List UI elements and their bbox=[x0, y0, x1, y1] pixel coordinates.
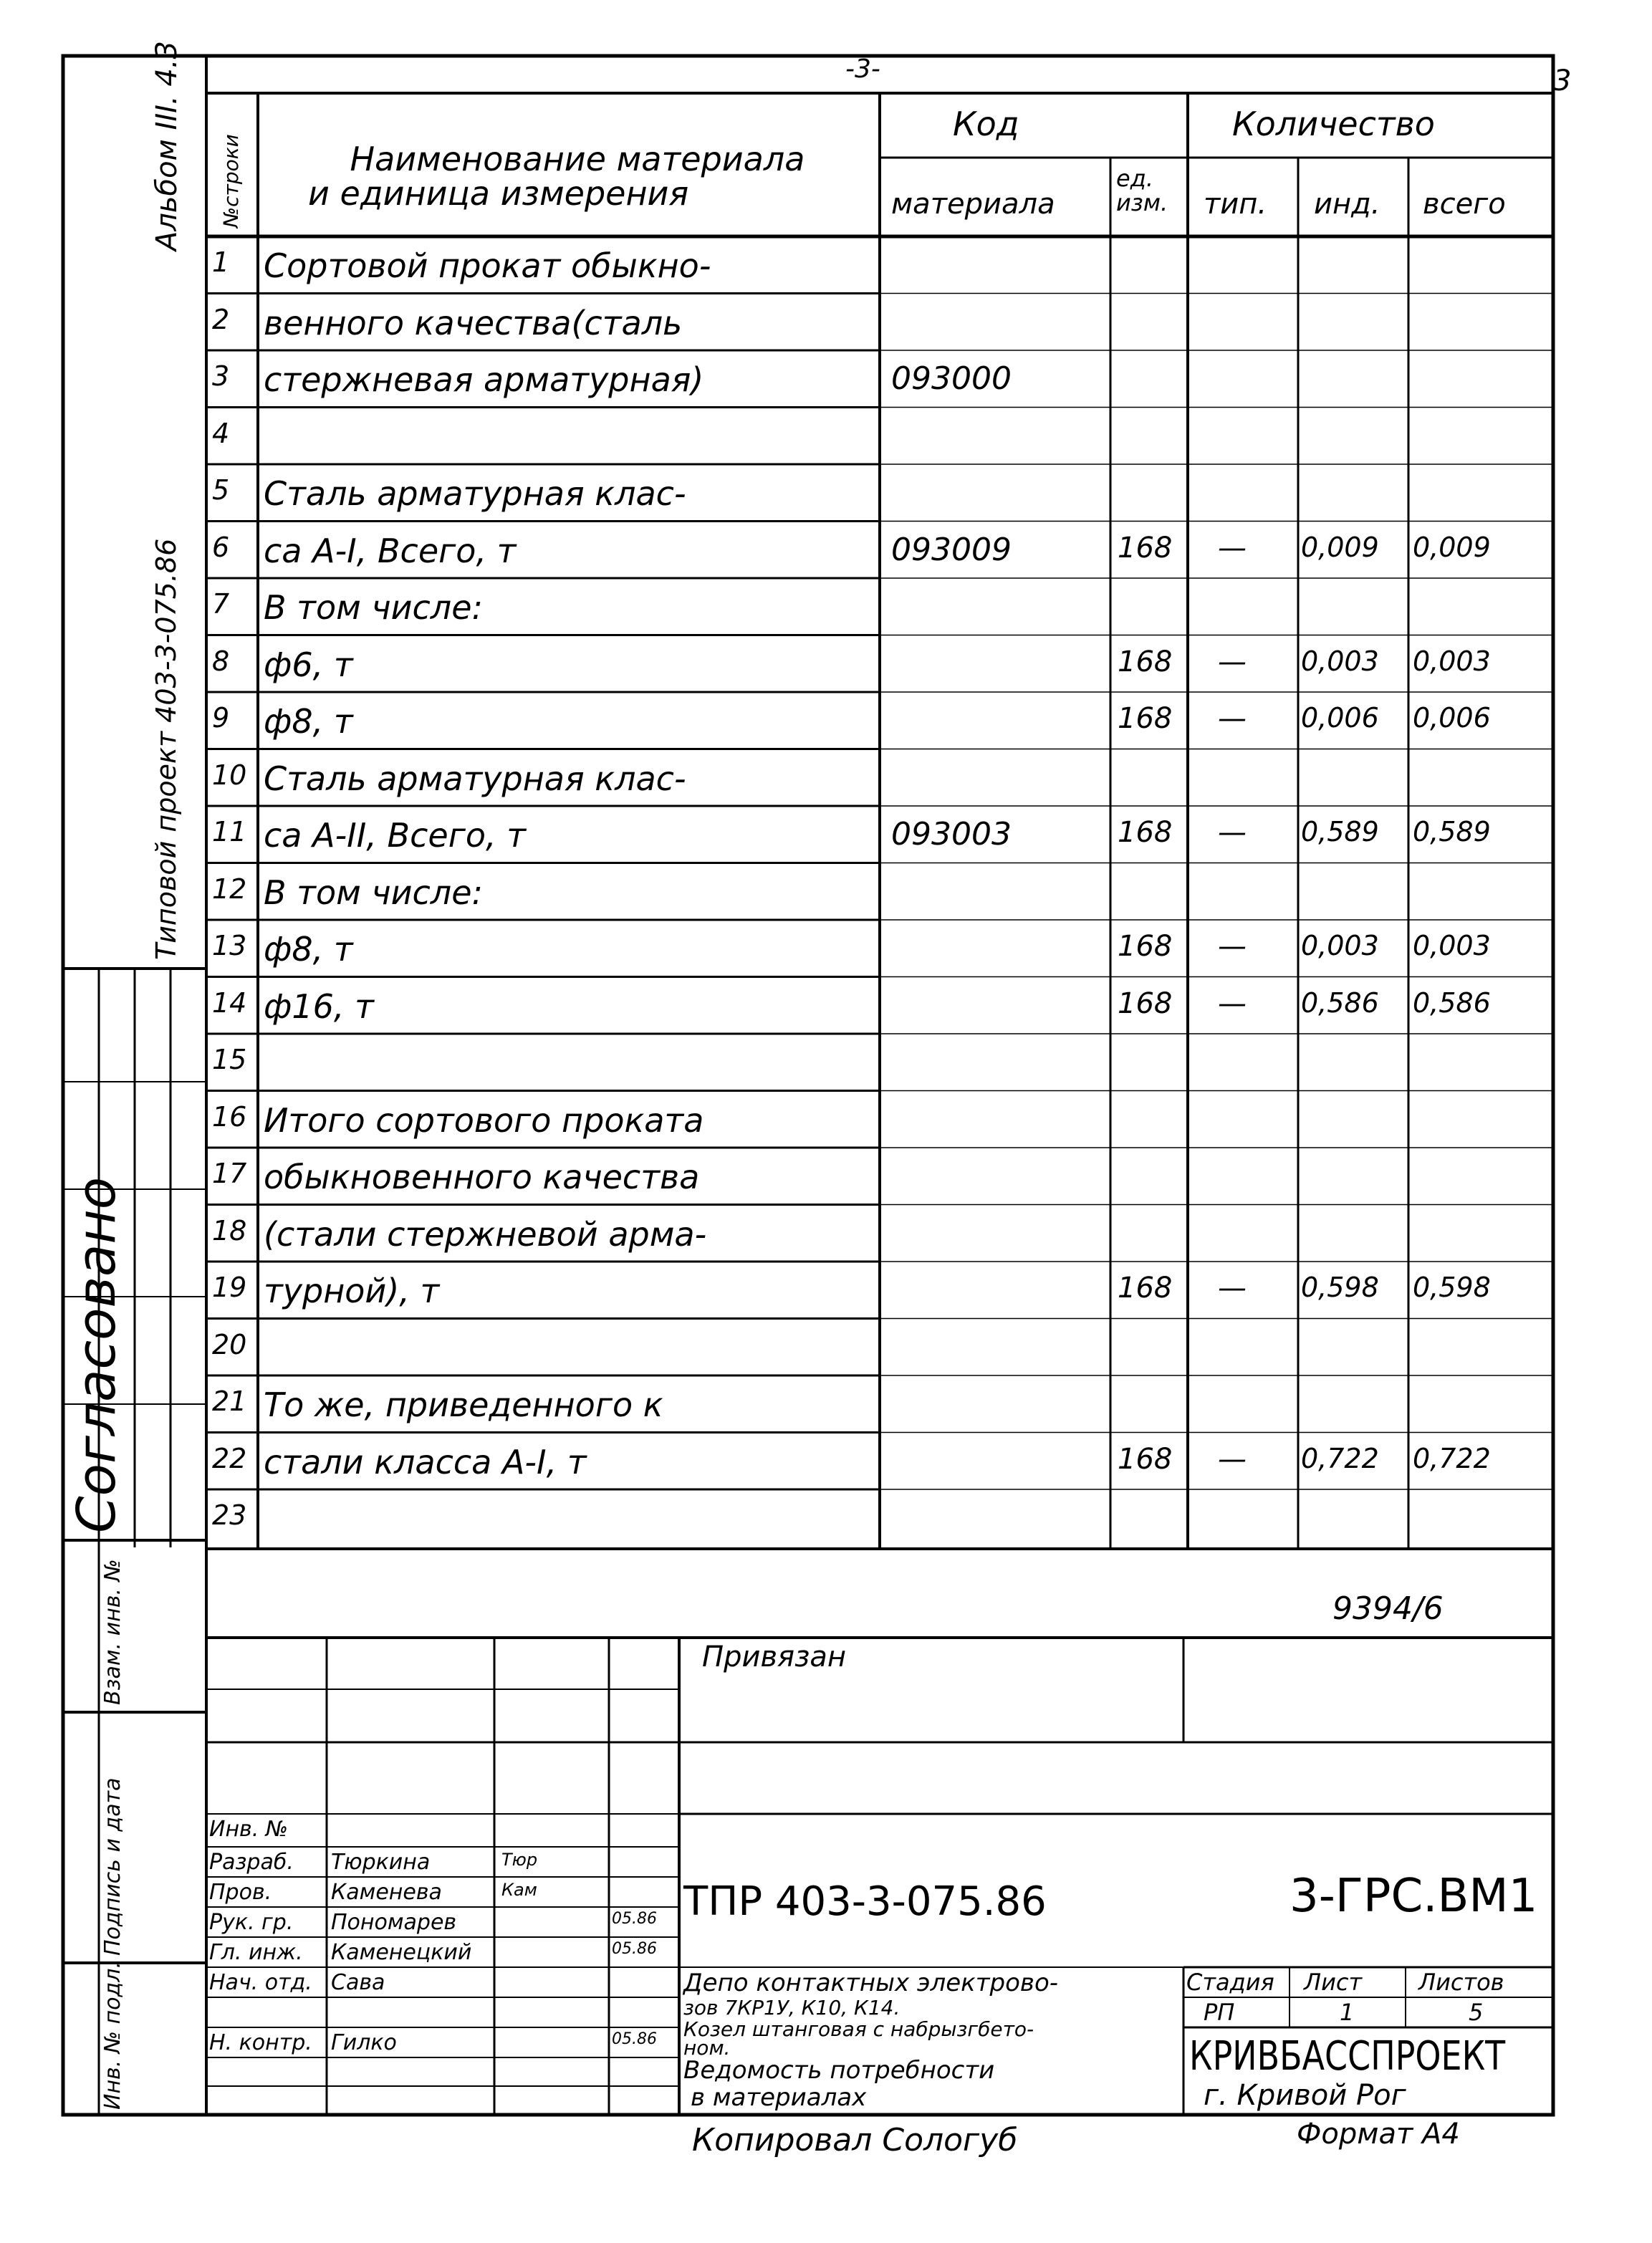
row-22-unit: 168 bbox=[1118, 1442, 1173, 1476]
row-11-name: са А-II, Всего, т bbox=[264, 816, 527, 855]
row-13-ind: 0,003 bbox=[1301, 930, 1379, 961]
row-16-n: 16 bbox=[212, 1100, 247, 1133]
row-7-n: 7 bbox=[212, 588, 230, 620]
doc-number: 9394/6 bbox=[1332, 1590, 1444, 1627]
row-6-typ: — bbox=[1218, 531, 1247, 565]
side-label-inv-orig: Инв. № подл. bbox=[100, 1961, 125, 2110]
row-12-n: 12 bbox=[212, 873, 247, 905]
description-line-3: Козел штанговая с набрызгбето- bbox=[683, 2017, 1034, 2041]
row-22-typ: — bbox=[1218, 1442, 1247, 1476]
privyazan-label: Привязан bbox=[702, 1641, 847, 1673]
role-2-name: Каменева bbox=[331, 1880, 442, 1905]
row-5-name: Сталь арматурная клас- bbox=[264, 474, 686, 513]
row-22-ind: 0,722 bbox=[1301, 1442, 1379, 1474]
row-22-n: 22 bbox=[212, 1442, 247, 1474]
sheets-header: Листов bbox=[1418, 1969, 1504, 1996]
sheet-header: Лист bbox=[1304, 1969, 1363, 1996]
format-label: Формат А4 bbox=[1297, 2118, 1460, 2151]
role-4-name: Каменецкий bbox=[331, 1940, 472, 1965]
org-name: КРИВБАССПРОЕКТ bbox=[1189, 2033, 1506, 2080]
header-code-unit: ед. изм. bbox=[1116, 165, 1168, 216]
row-16-name: Итого сортового проката bbox=[264, 1100, 704, 1140]
row-6-n: 6 bbox=[212, 531, 230, 563]
role-4-role: Гл. инж. bbox=[209, 1940, 303, 1965]
agreed-label: Согласовано bbox=[66, 1176, 128, 1533]
row-2-name: венного качества(сталь bbox=[264, 303, 683, 342]
header-code: Код bbox=[953, 105, 1019, 143]
row-13-name: ф8, т bbox=[264, 930, 353, 969]
row-14-total: 0,586 bbox=[1413, 986, 1491, 1019]
description-line-4: ном. bbox=[683, 2036, 731, 2060]
row-14-n: 14 bbox=[212, 986, 247, 1019]
role-7-date: 05.86 bbox=[612, 2030, 657, 2048]
row-3-n: 3 bbox=[212, 360, 230, 392]
role-3-role: Рук. гр. bbox=[209, 1910, 294, 1935]
role-2-sign: Кам bbox=[501, 1880, 537, 1900]
row-19-typ: — bbox=[1218, 1272, 1247, 1305]
role-5-role: Нач. отд. bbox=[209, 1970, 312, 1995]
header-qty: Количество bbox=[1232, 105, 1435, 143]
row-13-n: 13 bbox=[212, 930, 247, 961]
header-qty-typ: тип. bbox=[1204, 188, 1267, 221]
row-15-n: 15 bbox=[212, 1044, 247, 1075]
corner-number: 3 bbox=[1553, 64, 1572, 97]
row-19-unit: 168 bbox=[1118, 1272, 1173, 1305]
city: г. Кривой Рог bbox=[1204, 2079, 1406, 2112]
header-qty-ind: инд. bbox=[1314, 188, 1380, 221]
row-1-n: 1 bbox=[212, 246, 230, 278]
row-20-n: 20 bbox=[212, 1328, 247, 1360]
row-13-unit: 168 bbox=[1118, 930, 1173, 963]
row-5-n: 5 bbox=[212, 474, 230, 506]
album-label: Альбом III. 4.3 bbox=[150, 41, 183, 251]
row-8-ind: 0,003 bbox=[1301, 645, 1379, 677]
page-number: -3- bbox=[845, 54, 880, 84]
stage-header: Стадия bbox=[1186, 1969, 1274, 1996]
sheets-value: 5 bbox=[1469, 1999, 1484, 2026]
role-4-date: 05.86 bbox=[612, 1940, 657, 1958]
row-13-total: 0,003 bbox=[1413, 930, 1491, 961]
row-9-n: 9 bbox=[212, 702, 230, 734]
sheet-value: 1 bbox=[1340, 1999, 1355, 2026]
description-line-2: зов 7КР1У, К10, К14. bbox=[683, 1996, 901, 2019]
row-18-name: (стали стержневой арма- bbox=[264, 1214, 707, 1254]
role-1-sign: Тюр bbox=[501, 1850, 538, 1870]
role-2-role: Пров. bbox=[209, 1880, 272, 1905]
description-line-1: Депо контактных электрово- bbox=[683, 1969, 1059, 1997]
row-11-typ: — bbox=[1218, 816, 1247, 849]
row-6-total: 0,009 bbox=[1413, 531, 1491, 563]
sheet-code: 3-ГРС.ВМ1 bbox=[1290, 1870, 1538, 1923]
row-11-ind: 0,589 bbox=[1301, 816, 1379, 847]
row-9-ind: 0,006 bbox=[1301, 702, 1379, 734]
role-1-role: Разраб. bbox=[209, 1850, 294, 1875]
designation: ТПР 403-3-075.86 bbox=[683, 1878, 1047, 1925]
row-18-n: 18 bbox=[212, 1214, 247, 1247]
row-9-typ: — bbox=[1218, 702, 1247, 735]
header-code-material: материала bbox=[891, 188, 1055, 221]
row-19-name: турной), т bbox=[264, 1272, 440, 1310]
side-label-replace-inv: Взам. инв. № bbox=[100, 1559, 125, 1705]
header-row-no: №строки bbox=[219, 134, 243, 228]
project-label: Типовой проект 403-3-075.86 bbox=[150, 538, 182, 960]
role-7-name: Гилко bbox=[331, 2030, 397, 2055]
side-label-sign-date: Подпись и дата bbox=[100, 1777, 125, 1956]
header-name bbox=[308, 107, 881, 245]
row-19-ind: 0,598 bbox=[1301, 1272, 1379, 1303]
row-13-typ: — bbox=[1218, 930, 1247, 963]
row-23-n: 23 bbox=[212, 1499, 247, 1531]
row-6-unit: 168 bbox=[1118, 531, 1173, 565]
row-14-ind: 0,586 bbox=[1301, 986, 1379, 1019]
row-9-total: 0,006 bbox=[1413, 702, 1491, 734]
row-8-unit: 168 bbox=[1118, 645, 1173, 678]
role-7-role: Н. контр. bbox=[209, 2030, 312, 2055]
row-17-n: 17 bbox=[212, 1158, 247, 1189]
row-21-name: То же, приведенного к bbox=[264, 1385, 663, 1424]
row-22-total: 0,722 bbox=[1413, 1442, 1491, 1474]
row-8-name: ф6, т bbox=[264, 645, 353, 684]
copied-by: Копировал Сологуб bbox=[692, 2122, 1018, 2158]
row-10-n: 10 bbox=[212, 759, 247, 791]
row-4-n: 4 bbox=[212, 417, 230, 449]
row-11-n: 11 bbox=[212, 816, 247, 847]
row-17-name: обыкновенного качества bbox=[264, 1158, 700, 1196]
row-2-n: 2 bbox=[212, 303, 230, 335]
row-11-unit: 168 bbox=[1118, 816, 1173, 849]
row-6-name: са А-I, Всего, т bbox=[264, 531, 517, 570]
inv-no-label: Инв. № bbox=[209, 1817, 289, 1842]
row-21-n: 21 bbox=[212, 1385, 247, 1417]
header-name-text: Наименование материала и единица измерения bbox=[308, 140, 805, 213]
row-6-code: 093009 bbox=[891, 531, 1012, 568]
role-1-name: Тюркина bbox=[331, 1850, 431, 1875]
row-8-n: 8 bbox=[212, 645, 230, 677]
row-19-total: 0,598 bbox=[1413, 1272, 1491, 1303]
row-14-name: ф16, т bbox=[264, 986, 374, 1026]
row-11-code: 093003 bbox=[891, 816, 1012, 852]
row-1-name: Сортовой прокат обыкно- bbox=[264, 246, 711, 285]
row-6-ind: 0,009 bbox=[1301, 531, 1379, 563]
row-14-unit: 168 bbox=[1118, 986, 1173, 1020]
row-9-name: ф8, т bbox=[264, 702, 353, 741]
role-3-date: 05.86 bbox=[612, 1910, 657, 1928]
header-qty-total: всего bbox=[1423, 188, 1506, 221]
row-22-name: стали класса А-I, т bbox=[264, 1442, 587, 1481]
row-12-name: В том числе: bbox=[264, 873, 484, 912]
doc-title-line-2: в материалах bbox=[691, 2083, 867, 2112]
row-9-unit: 168 bbox=[1118, 702, 1173, 735]
row-8-typ: — bbox=[1218, 645, 1247, 678]
row-11-total: 0,589 bbox=[1413, 816, 1491, 847]
row-10-name: Сталь арматурная клас- bbox=[264, 759, 686, 798]
row-3-code: 093000 bbox=[891, 360, 1012, 397]
role-5-name: Сава bbox=[331, 1970, 385, 1995]
row-14-typ: — bbox=[1218, 986, 1247, 1020]
row-7-name: В том числе: bbox=[264, 588, 484, 627]
row-8-total: 0,003 bbox=[1413, 645, 1491, 677]
doc-title-line-1: Ведомость потребности bbox=[683, 2056, 995, 2085]
role-3-name: Пономарев bbox=[331, 1910, 457, 1935]
row-3-name: стержневая арматурная) bbox=[264, 360, 704, 399]
row-19-n: 19 bbox=[212, 1272, 247, 1303]
stage-value: РП bbox=[1204, 1999, 1235, 2026]
